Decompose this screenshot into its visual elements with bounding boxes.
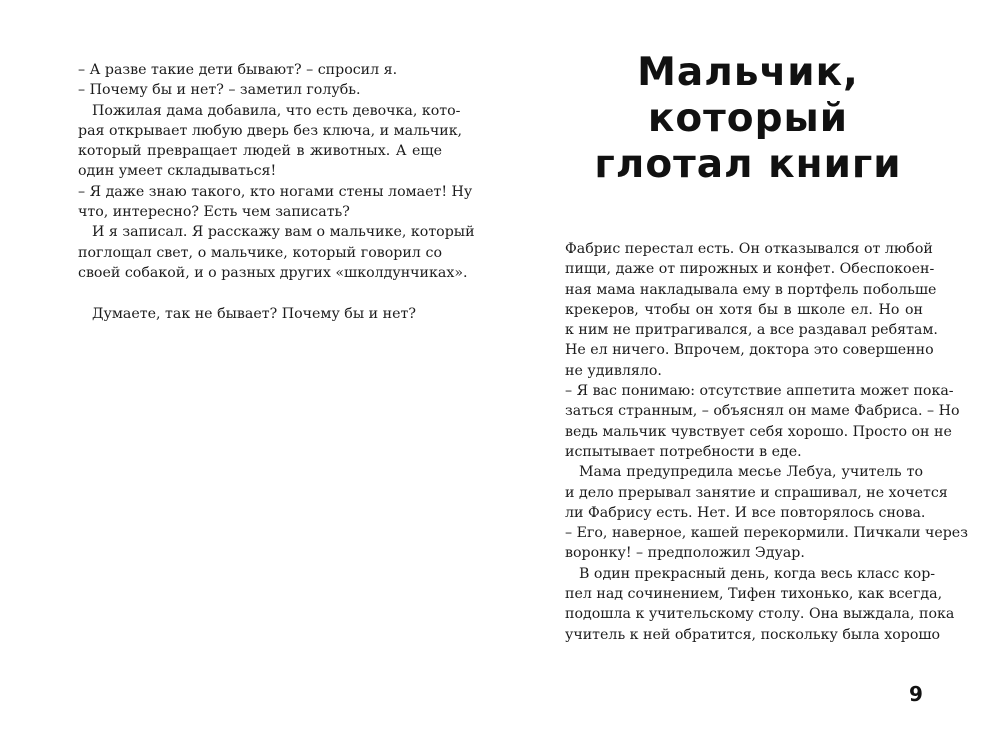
text-line: Пожилая дама добавила, что есть девочка, кото- xyxy=(92,102,461,119)
text-line: своей собакой, и о разных других «школдунчиках». xyxy=(78,264,468,281)
chapter-title xyxy=(548,50,948,188)
right-page-text xyxy=(565,239,968,645)
text-line: ведь мальчик чувствует себя хорошо. Просто он не xyxy=(565,423,952,440)
text-line: крекеров, чтобы он хотя бы в школе ел. Но он xyxy=(565,301,923,318)
text-line: учитель к ней обратится, поскольку была хорошо xyxy=(565,626,941,643)
text-line: один умеет складываться! xyxy=(78,163,277,180)
text-line: и дело прерывал занятие и спрашивал, не хочется xyxy=(565,484,948,501)
text-line: который превращает людей в животных. А еще xyxy=(78,143,442,160)
text-line: Думаете, так не бывает? Почему бы и нет? xyxy=(92,305,416,322)
left-page-text xyxy=(78,60,475,324)
text-line: – Почему бы и нет? – заметил голубь. xyxy=(78,82,361,99)
text-line: что, интересно? Есть чем записать? xyxy=(78,204,350,221)
page-number: 9 xyxy=(909,682,923,706)
text-line: поглощал свет, о мальчике, который говорил со xyxy=(78,244,442,261)
text-line: Не ел ничего. Впрочем, доктора это совершенно xyxy=(565,342,934,359)
text-line: – Его, наверное, кашей перекормили. Пичкали через xyxy=(565,525,968,542)
text-line: И я записал. Я расскажу вам о мальчике, который xyxy=(92,224,475,241)
text-line: – Я вас понимаю: отсутствие аппетита может пока- xyxy=(565,383,954,400)
text-line: к ним не притрагивался, а все раздавал ребятам. xyxy=(565,322,938,339)
text-line: Фабрис перестал есть. Он отказывался от любой xyxy=(565,241,933,257)
blank-line xyxy=(78,283,442,303)
chapter-title-line-1: Мальчик, который xyxy=(637,50,859,141)
text-line: пищи, даже от пирожных и конфет. Обеспокоен- xyxy=(565,261,935,278)
text-line: В один прекрасный день, когда весь класс кор- xyxy=(579,565,936,582)
text-line: ли Фабрису есть. Нет. И все повторялось снова. xyxy=(565,504,926,521)
chapter-title-line-2: глотал книги xyxy=(594,142,902,187)
text-line: испытывает потребности в еде. xyxy=(565,443,802,460)
text-line: – Я даже знаю такого, кто ногами стены ломает! Ну xyxy=(78,183,473,200)
text-line: ная мама накладывала ему в портфель побольше xyxy=(565,281,937,298)
text-line: пел над сочинением, Тифен тихонько, как всегда, xyxy=(565,586,943,603)
text-line: не удивляло. xyxy=(565,362,662,379)
text-line: рая открывает любую дверь без ключа, и мальчик, xyxy=(78,122,463,139)
text-line: подошла к учительскому столу. Она выждала, пока xyxy=(565,606,955,623)
text-line: Мама предупредила месье Лебуа, учитель то xyxy=(579,464,923,481)
text-line: воронку! – предположил Эдуар. xyxy=(565,545,805,562)
text-line: – А разве такие дети бывают? – спросил я. xyxy=(78,62,398,78)
text-line: заться странным, – объяснял он маме Фабриса. – Но xyxy=(565,403,960,420)
